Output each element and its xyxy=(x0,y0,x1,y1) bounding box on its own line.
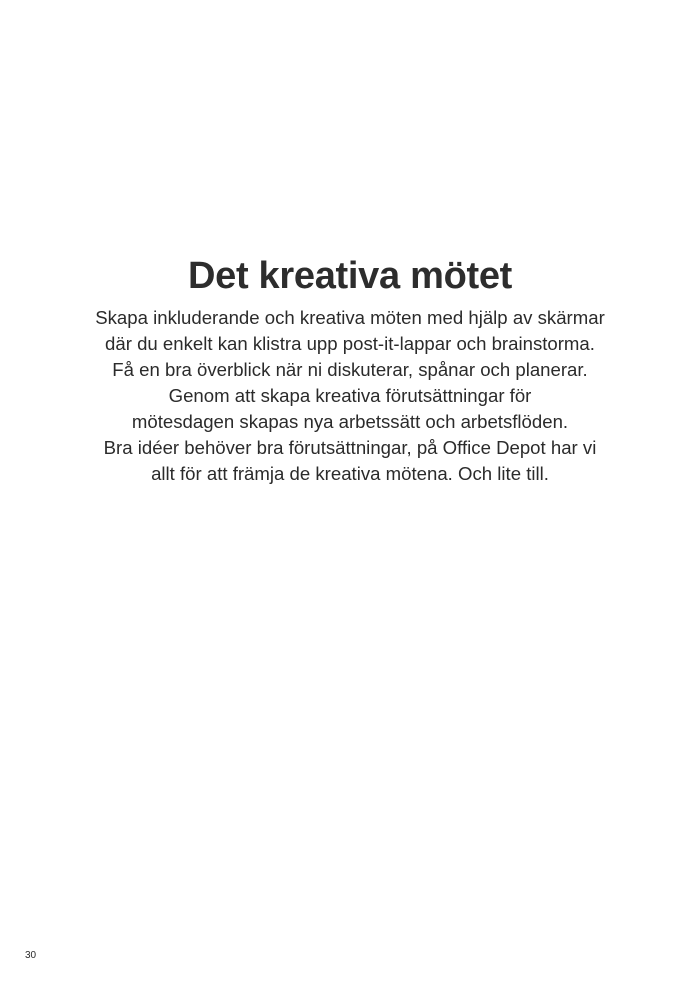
body-line: Bra idéer behöver bra förutsättningar, på Office Depot har vi xyxy=(103,437,597,458)
body-line: mötesdagen skapas nya arbetssätt och arbetsflöden. xyxy=(131,411,569,432)
article-section xyxy=(0,251,700,487)
body-line: där du enkelt kan klistra upp post-it-lappar och brainstorma. xyxy=(105,333,595,354)
page-title: Det kreativa mötet xyxy=(187,255,513,297)
page-number: 30 xyxy=(25,950,37,961)
body-line: allt för att främja de kreativa mötena. Och lite till. xyxy=(151,463,549,484)
body-line: Få en bra överblick när ni diskuterar, spånar och planerar. xyxy=(112,359,588,380)
body-line: Genom att skapa kreativa förutsättningar för xyxy=(168,385,532,406)
body-line: Skapa inkluderande och kreativa möten med hjälp av skärmar xyxy=(95,307,605,328)
body-paragraph xyxy=(0,305,700,487)
